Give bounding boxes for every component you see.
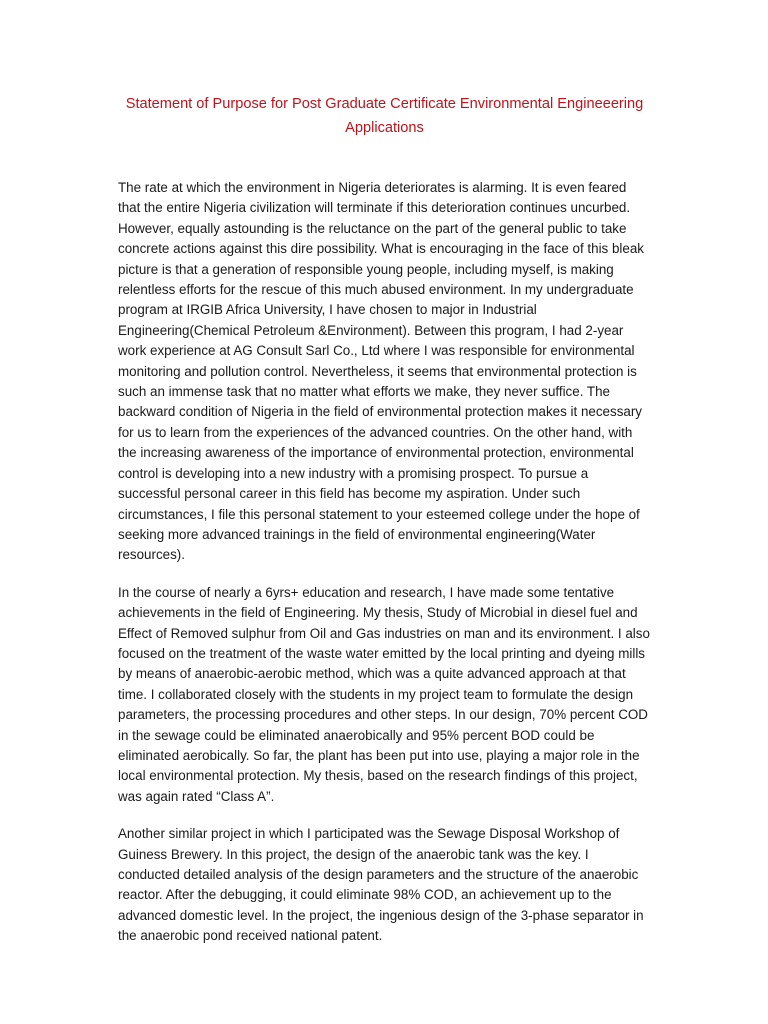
document-title bbox=[118, 92, 651, 140]
document-title-line-1: Statement of Purpose for Post Graduate Certificate Environmental Engineeering bbox=[125, 96, 644, 112]
paragraph-2: In the course of nearly a 6yrs+ education and research, I have made some tentative achievements in the field of Engineering. My thesis, Study of Microbial in diesel fuel and Effect of Removed sulphur from Oil and Gas industries on man and its environment. I also focused on the treatment of the waste water emitted by the local printing and dyeing mills by means of anaerobic-aerobic method, which was a quite advanced approach at that time. I collaborated closely with the students in my project team to formulate the design parameters, the processing procedures and other steps. In our design, 70% percent COD in the sewage could be eliminated anaerobically and 95% percent BOD could be eliminated aerobically. So far, the plant has been put into use, playing a major role in the local environmental protection. My thesis, based on the research findings of this project, was again rated “Class A”. bbox=[118, 584, 650, 804]
paragraph-1: The rate at which the environment in Nigeria deteriorates is alarming. It is even feared that the entire Nigeria civilization will terminate if this deterioration continues uncurbed. However, equally astounding is the reluctance on the part of the general public to take concrete actions against this dire possibility. What is encouraging in the face of this bleak picture is that a generation of responsible young people, including myself, is making relentless efforts for the rescue of this much abused environment. In my undergraduate program at IRGIB Africa University, I have chosen to major in Industrial Engineering(Chemical Petroleum &Environment). Between this program, I had 2-year work experience at AG Consult Sarl Co., Ltd where I was responsible for environmental monitoring and pollution control. Nevertheless, it seems that environmental protection is such an immense task that no matter what efforts we make, they never suffice. The backward condition of Nigeria in the field of environmental protection makes it necessary for us to learn from the experiences of the advanced countries. On the other hand, with the increasing awareness of the importance of environmental protection, environmental control is developing into a new industry with a promising prospect. To pursue a successful personal career in this field has become my aspiration. Under such circumstances, I file this personal statement to your esteemed college under the hope of seeking more advanced trainings in the field of environmental engineering(Water resources). bbox=[118, 180, 644, 563]
document-title-line-2: Applications bbox=[345, 120, 424, 136]
paragraph-3: Another similar project in which I participated was the Sewage Disposal Workshop of Guiness Brewery. In this project, the design of the anaerobic tank was the key. I conducted detailed analysis of the design parameters and the structure of the anaerobic reactor. After the debugging, it could eliminate 98% COD, an achievement up to the advanced domestic level. In the project, the ingenious design of the 3-phase separator in the anaerobic pond received national patent. bbox=[118, 826, 644, 944]
